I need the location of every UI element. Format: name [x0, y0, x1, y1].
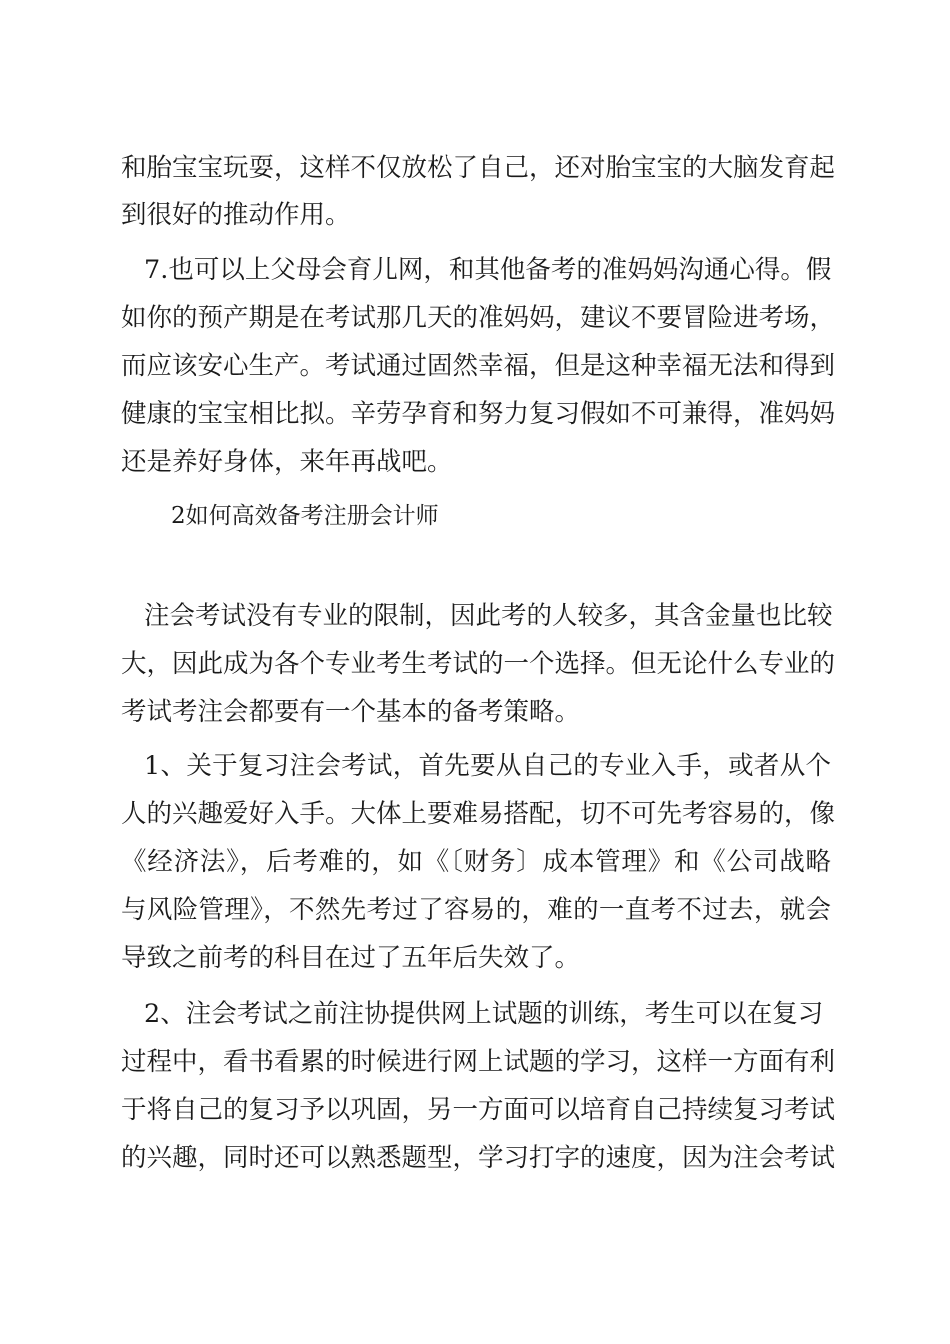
- text-line: 人的兴趣爱好入手。大体上要难易搭配，切不可先考容易的，像: [121, 799, 836, 829]
- text-line: 还是养好身体，来年再战吧。: [121, 447, 453, 477]
- section-heading: 2如何高效备考注册会计师: [171, 503, 439, 529]
- text-line: 大，因此成为各个专业考生考试的一个选择。但无论什么专业的: [121, 649, 836, 679]
- text-line: 2、注会考试之前注协提供网上试题的训练，考生可以在复习: [144, 999, 824, 1029]
- text-line: 过程中，看书看累的时候进行网上试题的学习，这样一方面有利: [121, 1047, 836, 1077]
- text-line: 到很好的推动作用。: [121, 200, 351, 230]
- text-line: 的兴趣，同时还可以熟悉题型，学习打字的速度，因为注会考试: [121, 1143, 836, 1173]
- text-line: 7.也可以上父母会育儿网，和其他备考的准妈妈沟通心得。假: [144, 255, 832, 285]
- text-line: 健康的宝宝相比拟。辛劳孕育和努力复习假如不可兼得，准妈妈: [121, 399, 836, 429]
- text-line: 于将自己的复习予以巩固，另一方面可以培育自己持续复习考试: [121, 1095, 836, 1125]
- text-line: 注会考试没有专业的限制，因此考的人较多，其含金量也比较: [144, 601, 833, 631]
- text-line: 《经济法》，后考难的，如《〔财务〕成本管理》和《公司战略: [121, 847, 831, 877]
- text-line: 导致之前考的科目在过了五年后失效了。: [121, 943, 581, 973]
- text-line: 和胎宝宝玩耍，这样不仅放松了自己，还对胎宝宝的大脑发育起: [121, 153, 836, 183]
- text-line: 而应该安心生产。考试通过固然幸福，但是这种幸福无法和得到: [121, 351, 836, 381]
- text-line: 考试考注会都要有一个基本的备考策略。: [121, 697, 581, 727]
- text-line: 与风险管理》，不然先考过了容易的，难的一直考不过去，就会: [121, 895, 831, 925]
- text-line: 如你的预产期是在考试那几天的准妈妈，建议不要冒险进考场，: [121, 303, 836, 333]
- text-line: 1、关于复习注会考试，首先要从自己的专业入手，或者从个: [144, 751, 831, 781]
